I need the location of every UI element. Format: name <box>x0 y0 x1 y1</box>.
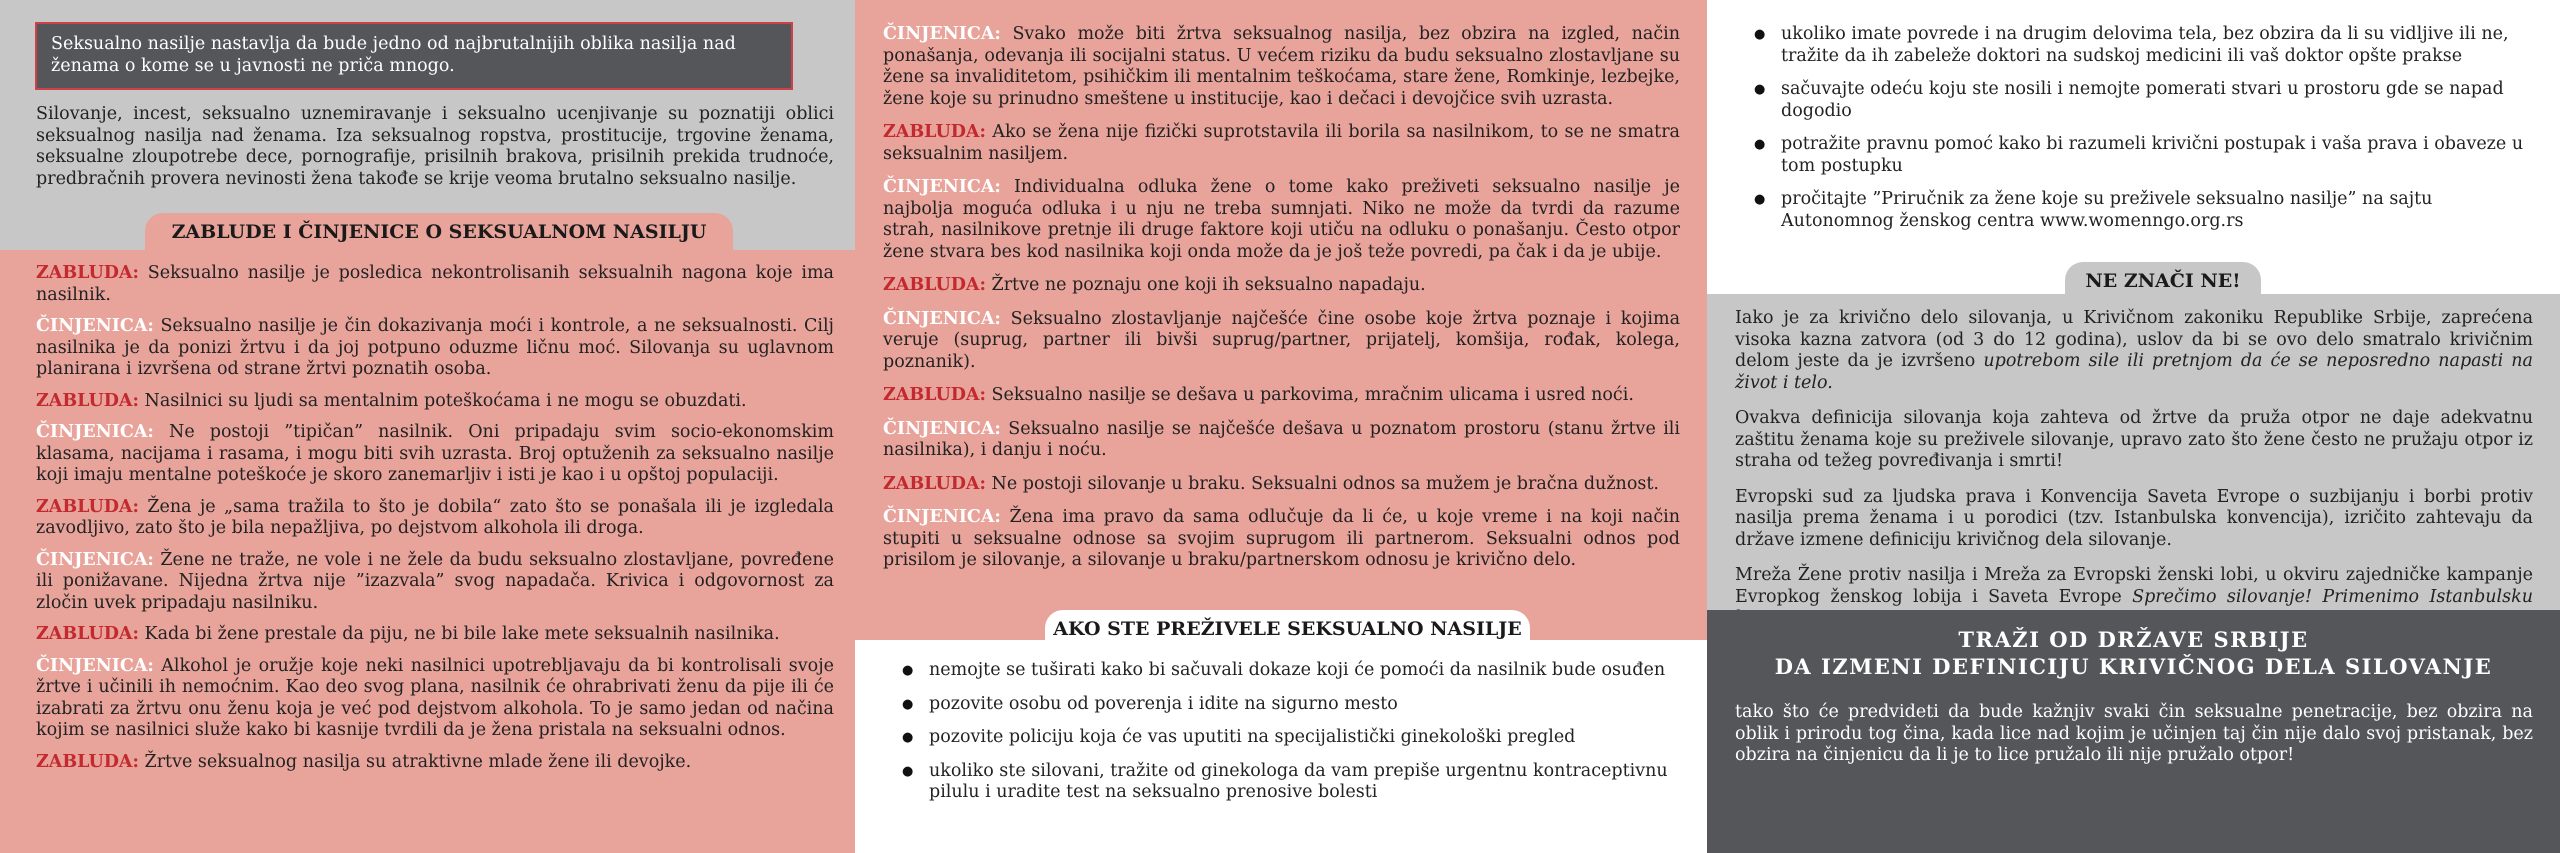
column-advice-and-campaign <box>1707 0 2560 853</box>
list-item: ● pročitajte ”Priručnik za žene koje su preživele seksualno nasilje” na sajtu Autonomnog ženskog centra www.womenngo.org.rs <box>1707 189 2527 232</box>
fact-item: ČINJENICA: Žene ne traže, ne vole i ne žele da budu seksualno zlostavljane, povređene ili ponižavane. Nijedna žrtva nije ”izazvala” svog napadača. Krivica i odgovornost za zločin uvek pripadaju nasilniku. <box>36 549 834 613</box>
no-means-no-text <box>1735 308 2533 644</box>
fact-item: ČINJENICA: Alkohol je oružje koje neki nasilnici upotrebljavaju da bi kontrolisali svoje žrtve i učinili ih nemoćnim. Kao deo svog plana, nasilnik će ohrabrivati ženu da pije ili će izabrati za žrtvu onu ženu koja je već pod dejstvom alkohola. To je samo jedan od načina kojim se nasilnici služe kako bi kasnije tvrdili da je žena pristala na seksualni odnos. <box>36 655 834 740</box>
no-means-no-heading: NE ZNAČI NE! <box>2065 262 2261 300</box>
myth-item: ZABLUDA: Žrtve ne poznaju one koji ih seksualno napadaju. <box>883 275 1426 295</box>
list-item: ● nemojte se tuširati kako bi sačuvali dokaze koji će pomoći da nasilnik bude osuđen <box>855 660 1685 682</box>
column-myths-facts-2 <box>855 0 1707 853</box>
law-paragraph: Iako je za krivično delo silovanja, u Krivičnom zakoniku Republike Srbije, zaprećena visoka kazna zatvora (od 3 do 12 godina), uslov da bi se ovo delo smatralo krivičnim delom jeste da je izvršeno upotrebom sile ili pretnjom da će se neposredno napasti na život i telo. <box>1735 308 2533 393</box>
myth-item: ZABLUDA: Žena je „sama tražila to što je dobila“ zato što se ponašala ili je izgledala zavodljivo, zato što je bila nepažljiva, po dejstvom alkohola ili droga. <box>36 496 834 538</box>
fact-item: ČINJENICA: Žena ima pravo da sama odlučuje da li će, u koje vreme i na koji način stupiti u seksualne odnose sa svojim suprugom ili partnerom. Seksualni odnos pod prisilom je silovanje, a silovanje u braku/partnerskom odnosu je krivično delo. <box>883 507 1680 570</box>
fact-item: ČINJENICA: Seksualno nasilje se najčešće dešava u poznatom prostoru (stanu žrtve ili nasilnika), i danju i noću. <box>883 418 1680 460</box>
myth-item: ZABLUDA: Žrtve seksualnog nasilja su atraktivne mlade žene ili devojke. <box>36 751 692 772</box>
list-item: ● ukoliko ste silovani, tražite od ginekologa da vam prepiše urgentnu kontraceptivnu pilulu i uradite test na seksualno prenosive bolesti <box>855 761 1685 804</box>
myth-item: ZABLUDA: Ako se žena nije fizički suprotstavila ili borila sa nasilnikom, to se ne smatra seksualnim nasiljem. <box>883 122 1680 164</box>
list-item: ● ukoliko imate povrede i na drugim delovima tela, bez obzira da li su vidljive ili ne, tražite da ih zabeleže doktori na sudskoj medicini ili vaš doktor opšte prakse <box>1707 24 2527 67</box>
myths-facts-heading: ZABLUDE I ČINJENICE O SEKSUALNOM NASILJU <box>145 213 733 251</box>
myth-item: ZABLUDA: Seksualno nasilje se dešava u parkovima, mračnim ulicama i usred noći. <box>883 385 1634 405</box>
myth-item: ZABLUDA: Seksualno nasilje je posledica nekontrolisanih seksualnih nagona koje ima nasilnik. <box>36 263 834 305</box>
myths-facts-list-1 <box>36 263 834 783</box>
convention-paragraph: Evropski sud za ljudska prava i Konvencija Saveta Evrope o suzbijanju i borbi protiv nasilja prema ženama i u porodici (tzv. Istanbulska konvencija), izričito zahtevaju da države izmene definiciju krivičnog dela silovanje. <box>1735 486 2533 550</box>
fact-item: ČINJENICA: Ne postoji ”tipičan” nasilnik. Oni pripadaju svim socio-ekonomskim klasama, nacijama i rasama, i mogu biti svih uzrasta. Broj optuženih za seksualno nasilje koji imaju mentalne poteškoće je skoro zanemarljiv i isti je kao i u opštoj populaciji. <box>36 422 834 485</box>
demand-title: TRAŽI OD DRŽAVE SRBIJE DA IZMENI DEFINICIJU KRIVIČNOG DELA SILOVANJE <box>1774 627 2493 679</box>
list-item: ● sačuvajte odeću koju ste nosili i nemojte pomerati stvari u prostoru gde se napad dogodio <box>1707 79 2527 122</box>
list-item: ● potražite pravnu pomoć kako bi razumeli krivični postupak i vaša prava i obaveze u tom postupku <box>1707 134 2527 177</box>
myth-item: ZABLUDA: Nasilnici su ljudi sa mentalnim poteškoćama i ne mogu se obuzdati. <box>36 390 747 411</box>
list-item: ● pozovite policiju koja će vas uputiti na specijalistički ginekološki pregled <box>855 727 1685 749</box>
myths-facts-list-2 <box>883 24 1680 584</box>
column-myths-facts-1 <box>0 0 855 853</box>
survivor-advice-list <box>855 660 1685 816</box>
fact-item: ČINJENICA: Seksualno nasilje je čin dokazivanja moći i kontrole, a ne seksualnosti. Cilj nasilnika je da ponizi žrtvu i da joj potpuno oduzme ličnu moć. Silovanja su uglavnom planirana i izvršena od strane žrtvi poznatih osoba. <box>36 316 834 379</box>
definition-paragraph: Ovakva definicija silovanja koja zahteva od žrtve da pruža otpor ne daje adekvatnu zaštitu ženama koje su preživele silovanje, upravo zato što žene često ne pružaju otpor iz straha od težeg povređivanja i smrti! <box>1735 408 2533 471</box>
demand-text: tako što će predvideti da bude kažnjiv svaki čin seksualne penetracije, bez obzira na oblik i prirodu tog čina, kada lice nad kojim je učinjen taj čin nije dalo svoj pristanak, bez obzira na činjenicu da li je to lice pružalo ili nije pružalo otpor! <box>1735 702 2533 765</box>
survivor-advice-heading: AKO STE PREŽIVELE SEKSUALNO NASILJE <box>1045 610 1530 648</box>
list-item: ● pozovite osobu od poverenja i idite na sigurno mesto <box>855 694 1685 716</box>
campaign-paragraph: Mreža Žene protiv nasilja i Mreža za Evropski ženski lobi, u okviru zajedničke kampanje Evropkog ženskog lobija i Saveta Evrope Sprečimo silovanje! Primenimo Istanbulsku <box>1735 565 2533 607</box>
myth-item: ZABLUDA: Kada bi žene prestale da piju, ne bi bile lake mete seksualnih nasilnika. <box>36 624 780 644</box>
myth-item: ZABLUDA: Ne postoji silovanje u braku. Seksualni odnos sa mužem je bračna dužnost. <box>883 473 1659 494</box>
survivor-advice-list-continued <box>1707 24 2527 244</box>
fact-item: ČINJENICA: Svako može biti žrtva seksualnog nasilja, bez obzira na izgled, način ponašanja, odevanja ili socijalni status. U većem riziku da budu seksualno zlostavljane su žene sa invaliditetom, psihičkim ili mentalnim teškoćama, stare žene, Romkinje, lezbejke, žene koje su prinudno smeštene u institucije, kao i dečaci i devojčice svih uzrasta. <box>883 24 1680 109</box>
intro-paragraph: Silovanje, incest, seksualno uznemiravanje i seksualno ucenjivanje su poznatiji oblici seksualnog nasilja nad ženama. Iza seksualnog ropstva, prostitucije, trgovine ženama, seksualne zloupotrebe dece, pornografije, prisilnih brakova, prisilnih prekida trudnoće, predbračnih provera nevinosti žena takođe se krije veoma brutalno seksualno nasilje. <box>36 104 834 189</box>
fact-item: ČINJENICA: Individualna odluka žene o tome kako preživeti seksualno nasilje je najbolja moguća odluka i u nju ne treba sumnjati. Niko ne može da tvrdi da razume strah, nasilnikove pretnje ili druge faktore koji utiču na odluku o ponašanju. Često otpor žene stvara bes kod nasilnika koji onda može da je još teže povredi, pa čak i da je ubije. <box>883 177 1680 262</box>
fact-item: ČINJENICA: Seksualno zlostavljanje najčešće čine osobe koje žrtva poznaje i kojima veruje (suprug, partner ili bivši suprug/partner, prijatelj, komšija, rođak, kolega, poznanik). <box>883 308 1680 372</box>
intro-box: Seksualno nasilje nastavlja da bude jedno od najbrutalnijih oblika nasilja nad ženama o kome se u javnosti ne priča mnogo. <box>35 22 793 90</box>
